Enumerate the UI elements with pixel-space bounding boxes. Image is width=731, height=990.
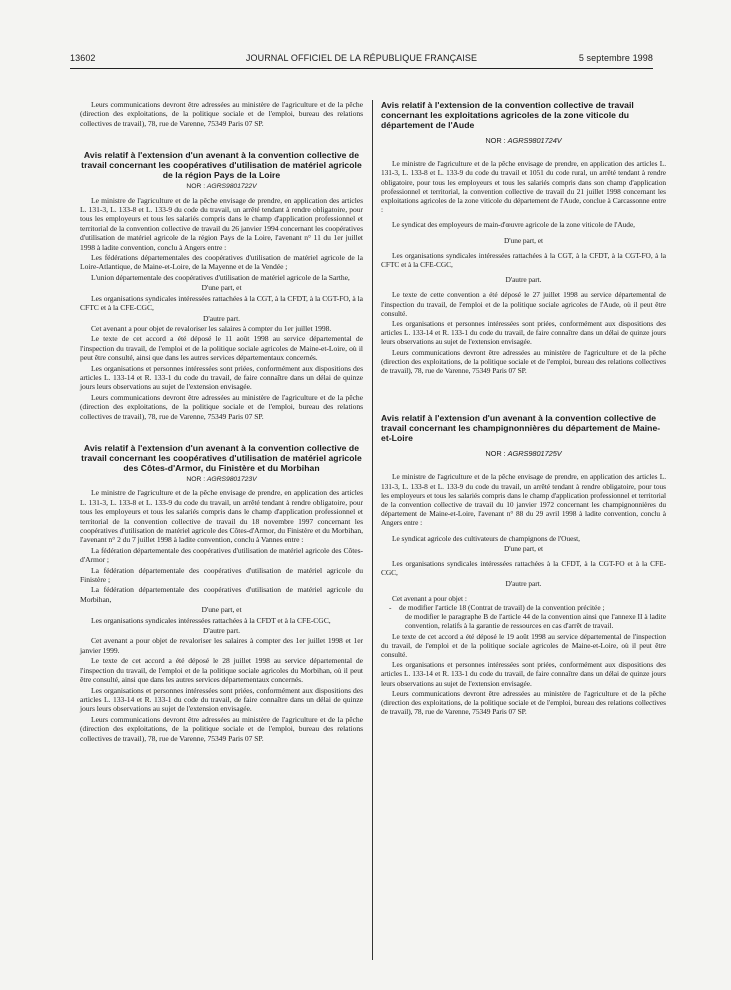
- column-separator: [372, 100, 373, 960]
- journal-title: JOURNAL OFFICIEL DE LA RÉPUBLIQUE FRANÇAISE: [245, 53, 478, 63]
- paragraph: Les organisations syndicales intéressées rattachées à la CFDT et à la CFE-CGC,: [91, 615, 331, 625]
- paragraph: Les organisations et personnes intéressées sont priées, conformément aux dispositions des articles L. 133-14 et R. 133-1 du code du travail, de faire connaître dans un délai de quinze jours leurs observations au sujet de l'extension envisagée.: [381, 660, 666, 688]
- intro-paragraph: Leurs communications devront être adressées au ministère de l'agriculture et de la pêche (direction des exploitations, de la politique sociale et de l'emploi, bureau des relations collectives de travail), 78, rue de Varenne, 75349 Paris 07 SP.: [80, 100, 363, 128]
- paragraph: Leurs communications devront être adressées au ministère de l'agriculture et de la pêche (direction des exploitations, de la politique sociale et de l'emploi, bureau des relations collectives de travail), 78, rue de Varenne, 75349 Paris 07 SP.: [80, 392, 363, 421]
- paragraph: Le texte de cette convention a été déposé le 27 juillet 1998 au service départemental de l'inspection du travail, de l'emploi et de la politique sociale agricoles de l'Aude, où il peut être consulté.: [381, 290, 666, 318]
- paragraph: Leurs communications devront être adressées au ministère de l'agriculture et de la pêche (direction des exploitations, de la politique sociale et de l'emploi, bureau des relations collectives de travail), 78, rue de Varenne, 75349 Paris 07 SP.: [381, 347, 666, 376]
- paragraph: Le ministre de l'agriculture et de la pêche envisage de prendre, en application des articles L. 131-3, L. 133-8 et L. 133-9 du code du travail, un arrêté tendant à rendre obligatoire, pour tous les employeurs et tous les salariés compris dans le champ d'application professionnel et territorial de la convention collective de travail du 10 janvier 1972 concernant les champignonnières du département de Maine-et-Loire, l'avenant n° 88 du 29 avril 1998 à ladite convention, conclu à Angers entre :: [381, 472, 666, 528]
- notice-champignonnieres: [381, 413, 666, 716]
- paragraph: Le ministre de l'agriculture et de la pêche envisage de prendre, en application des articles L. 131-3, L. 133-8 et L. 133-9 du code du travail, un arrêté tendant à rendre obligatoire, pour tous les employeurs et tous les salariés compris dans le champ d'application professionnel et territorial de la convention collective de travail du 26 janvier 1994 concernant les coopératives d'utilisation de matériel agricole de la région Pays de la Loire, l'avenant n° 11 du 1er juillet 1998 à ladite convention, conclu à Angers entre :: [80, 195, 363, 252]
- paragraph: Les organisations et personnes intéressées sont priées, conformément aux dispositions des articles L. 133-14 et R. 133-1 du code du travail, de faire connaître dans un délai de quinze jours leurs observations au sujet de l'extension envisagée.: [80, 685, 363, 714]
- nor-label: NOR :: [186, 475, 206, 483]
- notice-cuma-cotes-armor: [80, 443, 363, 743]
- paragraph: La fédération départementale des coopératives d'utilisation de matériel agricole des Côtes-d'Armor ;: [80, 545, 363, 565]
- paragraph: Les organisations syndicales intéressées rattachées à la CFDT, à la CGT-FO et à la CFE-CGC,: [381, 559, 666, 578]
- objects-list: [381, 603, 666, 631]
- nor-reference: [381, 449, 666, 458]
- paragraph: Les fédérations départementales des coopératives d'utilisation de matériel agricole de la Loire-Atlantique, de Maine-et-Loire, de la Mayenne et de la Vendée ;: [80, 253, 363, 272]
- paragraph: D'une part, et: [201, 283, 242, 293]
- paragraph: La fédération départementale des coopératives d'utilisation de matériel agricole du Finistère ;: [80, 565, 363, 585]
- paragraph: Le syndicat des employeurs de main-d'œuvre agricole de la zone viticole de l'Aude,: [392, 220, 635, 230]
- paragraph: Cet avenant a pour objet de revaloriser les salaires à compter du 1er juillet 1998.: [91, 323, 332, 333]
- notice-title: Avis relatif à l'extension d'un avenant à la convention collective de travail concernant les champignonnières du département de Maine-et-Loire: [381, 413, 661, 444]
- notice-aude-viticole: [381, 100, 666, 375]
- issue-date: 5 septembre 1998: [578, 53, 653, 63]
- paragraph: L'union départementale des coopératives d'utilisation de matériel agricole de la Sarthe,: [91, 272, 350, 282]
- left-column: [80, 100, 363, 743]
- paragraph: D'autre part.: [203, 313, 240, 323]
- paragraph: Le texte de cet accord a été déposé le 28 juillet 1998 au service départemental de l'inspection du travail, de l'emploi et de la politique sociale agricoles du Morbihan, où il peut être consulté, ainsi que dans les autres services départementaux concernés.: [80, 656, 363, 685]
- paragraph: D'autre part.: [505, 275, 542, 285]
- paragraph: Cet avenant a pour objet :: [392, 593, 467, 603]
- notice-cuma-pays-de-la-loire: [80, 150, 363, 421]
- paragraph: Les organisations syndicales intéressées rattachées à la CGT, à la CFDT, à la CGT-FO, à la CFTC et à la CFE-CGC,: [80, 293, 363, 313]
- paragraph: Le ministre de l'agriculture et de la pêche envisage de prendre, en application des articles L. 131-3, L. 133-8 et L. 133-9 du code du travail, un arrêté tendant à rendre obligatoire, pour tous les employeurs et tous les salariés compris dans le champ d'application professionnel et territorial de la convention collective de travail du 18 novembre 1997 concernant les coopératives d'utilisation de matériel agricole des Côtes-d'Armor, du Finistère et du Morbihan, l'avenant n° 2 du 7 juillet 1998 à ladite convention, conclu à Vannes entre :: [80, 488, 363, 545]
- paragraph: D'une part, et: [201, 605, 242, 615]
- paragraph: Les organisations syndicales intéressées rattachées à la CGT, à la CFDT, à la CGT-FO, à la CFTC et à la CFE-CGC,: [381, 250, 666, 270]
- paragraph: D'autre part.: [203, 626, 240, 636]
- notice-title: Avis relatif à l'extension d'un avenant à la convention collective de travail concernant les coopératives d'utilisation de matériel agricole de la région Pays de la Loire: [81, 150, 362, 181]
- paragraph: D'autre part.: [505, 578, 542, 588]
- nor-code: AGRS9801722V: [206, 183, 257, 191]
- header-rule: [70, 68, 653, 69]
- notice-title: Avis relatif à l'extension d'un avenant à la convention collective de travail concernant les coopératives d'utilisation de matériel agricole des Côtes-d'Armor, du Finistère et du Morbihan: [81, 442, 362, 473]
- nor-code: AGRS9801723V: [206, 475, 257, 483]
- paragraph: La fédération départementale des coopératives d'utilisation de matériel agricole du Morbihan,: [80, 585, 363, 604]
- nor-label: NOR :: [485, 136, 506, 145]
- page-header: [70, 50, 653, 66]
- nor-code: AGRS9801724V: [507, 136, 562, 145]
- paragraph: D'une part, et: [503, 235, 543, 245]
- paragraph: Leurs communications devront être adressées au ministère de l'agriculture et de la pêche (direction des exploitations, de la politique sociale et de l'emploi, bureau des relations collectives de travail), 78, rue de Varenne, 75349 Paris 07 SP.: [381, 688, 666, 717]
- paragraph: Le texte de cet accord a été déposé le 11 août 1998 au service départemental de l'inspection du travail, de l'emploi et de la politique sociale agricoles de Maine-et-Loire, où il peut être consulté, ainsi que dans les autres services départementaux concernés.: [80, 334, 363, 363]
- paragraph: Les organisations et personnes intéressées sont priées, conformément aux dispositions des articles L. 133-14 et R. 133-1 du code du travail, de faire connaître dans un délai de quinze jours leurs observations au sujet de l'extension envisagée.: [80, 363, 363, 392]
- nor-code: AGRS9801725V: [507, 449, 562, 459]
- list-item: de modifier le paragraphe B de l'article 44 de la convention ainsi que l'annexe II à ladite convention, relatifs à la garantie de ressources en cas d'arrêt de travail.: [405, 612, 666, 631]
- page-number: 13602: [70, 53, 96, 63]
- nor-reference: [381, 136, 666, 145]
- paragraph: Leurs communications devront être adressées au ministère de l'agriculture et de la pêche (direction des exploitations, de la politique sociale et de l'emploi, bureau des relations collectives de travail), 78, rue de Varenne, 75349 Paris 07 SP.: [80, 714, 363, 743]
- nor-label: NOR :: [186, 183, 206, 191]
- paragraph: Cet avenant a pour objet de revaloriser les salaires à compter des 1er juillet 1998 et 1er janvier 1999.: [80, 636, 363, 655]
- nor-reference: [80, 182, 363, 191]
- paragraph: Le ministre de l'agriculture et de la pêche envisage de prendre, en application des articles L. 131-3, L. 133-8 et L. 133-9 du code du travail et 1051 du code rural, un arrêté tendant à rendre obligatoire, pour tous les employeurs et tous les salariés compris dans son champ d'application professionnel et territorial, la convention collective de travail du 21 juillet 1998 concernant les exploitations agricoles de la zone viticole du département de l'Aude, conclue à Carcassonne entre :: [381, 159, 666, 215]
- nor-label: NOR :: [485, 449, 506, 459]
- notice-title: Avis relatif à l'extension de la convention collective de travail concernant les exploitations agricoles de la zone viticole du département de l'Aude: [381, 100, 634, 130]
- list-item: - de modifier l'article 18 (Contrat de travail) de la convention précitée ;: [399, 603, 666, 612]
- nor-reference: [80, 475, 363, 484]
- paragraph: Les organisations et personnes intéressées sont priées, conformément aux dispositions des articles L. 133-14 et R. 133-1 du code du travail, de faire connaître dans un délai de quinze jours leurs observations au sujet de l'extension envisagée.: [381, 319, 666, 347]
- right-column: [381, 100, 666, 716]
- paragraph: Le syndicat agricole des cultivateurs de champignons de l'Ouest,: [392, 533, 580, 543]
- paragraph: D'une part, et: [503, 543, 543, 553]
- paragraph: Le texte de cet accord a été déposé le 19 août 1998 au service départemental de l'inspection du travail, de l'emploi et de la politique sociale agricoles de Maine-et-Loire, où il peut être consulté.: [381, 631, 666, 659]
